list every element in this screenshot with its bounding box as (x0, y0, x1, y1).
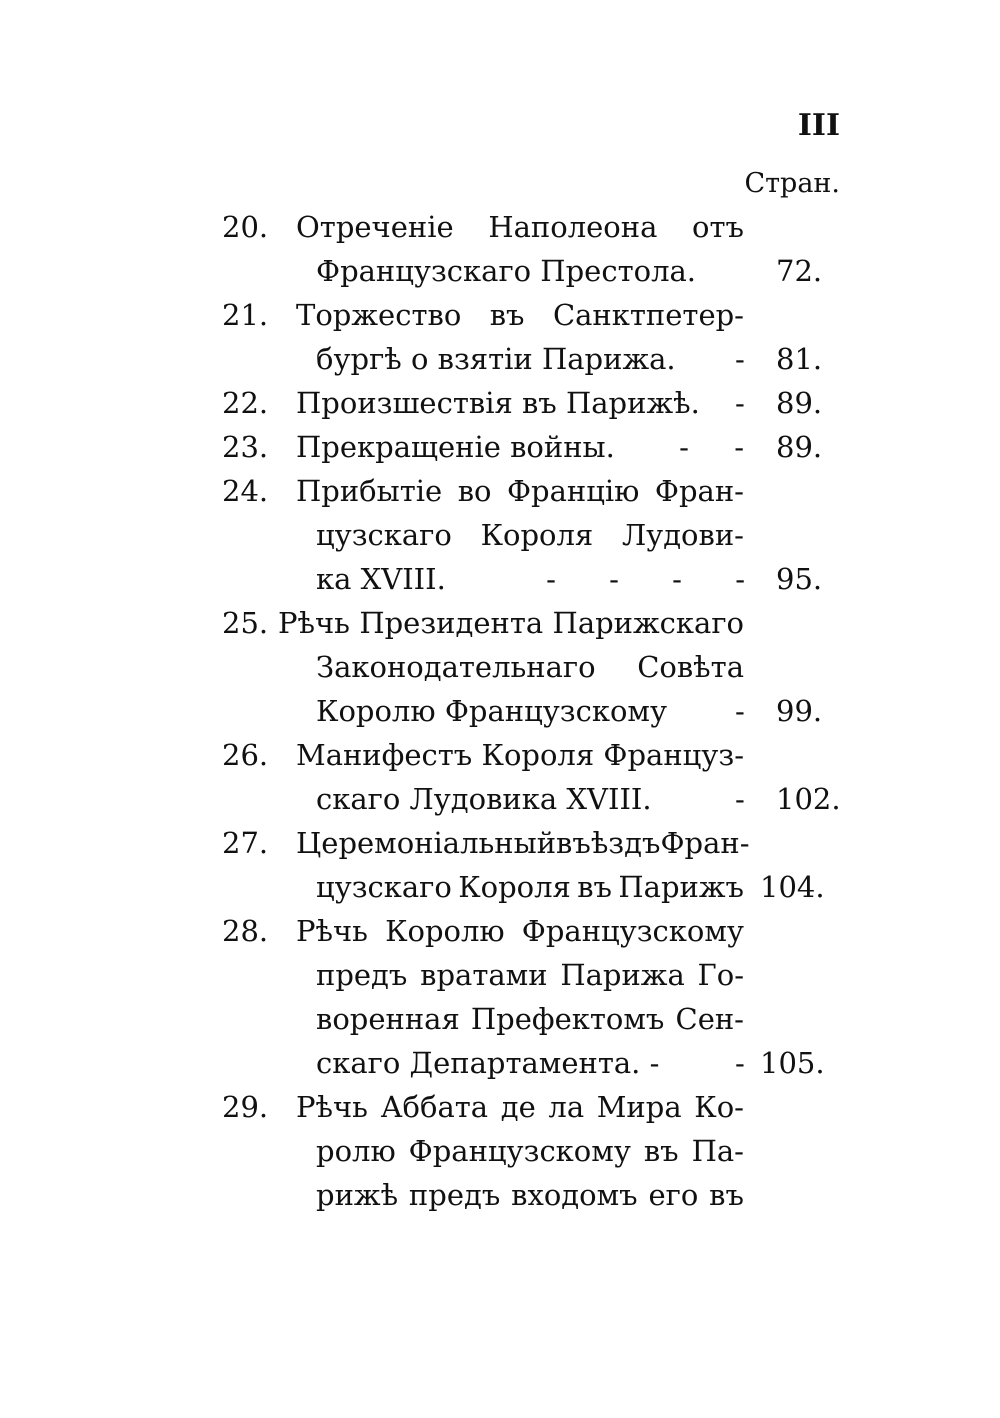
entry-number: 26. (222, 738, 269, 772)
entry-text-line: Рѣчь Президента Парижскаго (278, 606, 744, 640)
toc-entry-21 (0, 293, 1000, 337)
entry-page: 105. (760, 1046, 825, 1080)
entry-text-line: ролю Французскому въ Па- (316, 1134, 744, 1168)
entry-text-line: Произшествія въ Парижѣ. (296, 386, 700, 420)
entry-number: 23. (222, 430, 269, 464)
entry-text-line: ка XVIII. (316, 562, 446, 596)
page-column-label: Стран. (744, 168, 840, 199)
entry-page: 104. (760, 870, 825, 904)
leader-dots: - (735, 782, 745, 816)
entry-number: 25. (222, 606, 269, 640)
entry-page: 89. (776, 386, 823, 420)
leader-dots: - - (679, 430, 744, 464)
toc-entry-26 (0, 733, 1000, 777)
entry-text-line: Прекращеніе войны. (296, 430, 615, 464)
entry-text-line: цузскаго Короля въ Парижъ (316, 870, 744, 904)
entry-text-line: Прибытіе во Францію Фран- (296, 474, 744, 508)
entry-number: 27. (222, 826, 269, 860)
entry-text-line: Королю Французскому (316, 694, 668, 728)
entry-text-line: Французскаго Престола. (316, 254, 697, 288)
toc-entry-28 (0, 909, 1000, 953)
entry-text-line: воренная Префектомъ Сен- (316, 1002, 744, 1036)
entry-text-line: бургѣ о взятіи Парижа. (316, 342, 676, 376)
entry-page: 102. (776, 782, 841, 816)
entry-number: 29. (222, 1090, 269, 1124)
entry-text-line: скаго Лудовика XVIII. (316, 782, 652, 816)
entry-text-line: Манифестъ Короля Француз- (296, 738, 744, 772)
entry-text-line: Рѣчь Королю Французскому (296, 914, 744, 948)
entry-text-line: рижѣ предъ входомъ его въ (316, 1178, 744, 1212)
entry-text-line: Церемоніальный въѣздъ Фран- (296, 826, 750, 860)
entry-number: 21. (222, 298, 269, 332)
entry-text-line: Рѣчь Аббата де ла Мира Ко- (296, 1090, 744, 1124)
leader-dots: - - - - (546, 562, 745, 596)
entry-page: 89. (776, 430, 823, 464)
entry-text-line: предъ вратами Парижа Го- (316, 958, 744, 992)
entry-text-line: Отреченіе Наполеона отъ (296, 210, 744, 244)
entry-page: 95. (776, 562, 823, 596)
entry-text-line: скаго Департамента. - (316, 1046, 660, 1080)
entry-number: 28. (222, 914, 269, 948)
toc-entry-24 (0, 469, 1000, 513)
entry-page: 72. (776, 254, 823, 288)
leader-dots: - (735, 1046, 745, 1080)
entry-text-line: Торжество въ Санктпетер- (296, 298, 744, 332)
toc-entry-29 (0, 1085, 1000, 1129)
entry-number: 22. (222, 386, 269, 420)
toc-entry-25 (0, 601, 1000, 645)
leader-dots: - (735, 386, 745, 420)
entry-text-line: Законодательнаго Совѣта (316, 650, 744, 684)
entry-number: 24. (222, 474, 269, 508)
leader-dots: - (735, 342, 745, 376)
toc-entry-22 (0, 381, 1000, 425)
entry-number: 20. (222, 210, 269, 244)
page-number: III (797, 108, 840, 143)
toc-entry-23 (0, 425, 1000, 469)
entry-page: 99. (776, 694, 823, 728)
leader-dots: - (735, 694, 745, 728)
entry-text-line: цузскаго Короля Лудови- (316, 518, 744, 552)
toc-entry-20 (0, 205, 1000, 249)
toc-entry-27 (0, 821, 1000, 865)
entry-page: 81. (776, 342, 823, 376)
